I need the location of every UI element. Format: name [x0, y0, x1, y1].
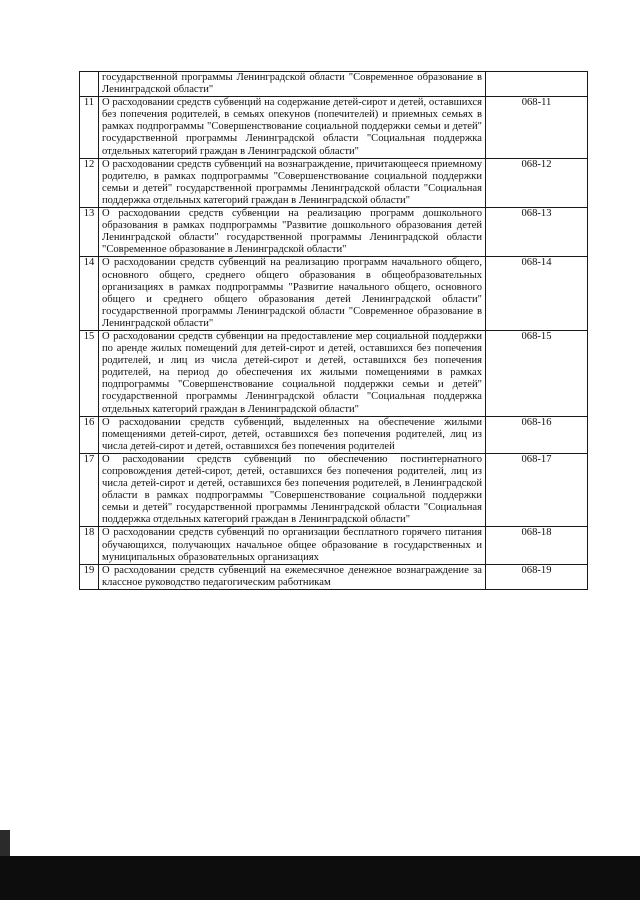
row-number: 13 — [80, 208, 99, 257]
row-description: О расходовании средств субвенций на содержание детей-сирот и детей, оставшихся без попечения родителей, в семьях опекунов (попечителей) и приемных семьях в рамках подпрограммы "Совершенствование социальной поддержки семьи и детей" государственной программы Ленинградской области "Социальная поддержка отдельных категорий граждан в Ленинградской области" — [99, 97, 486, 158]
table-row — [80, 208, 588, 257]
row-number: 17 — [80, 453, 99, 527]
table-row — [80, 158, 588, 207]
reports-table — [79, 71, 588, 590]
row-description: О расходовании средств субвенций на ежемесячное денежное вознаграждение за классное руководство педагогическим работникам — [99, 564, 486, 589]
row-code: 068-16 — [486, 416, 588, 453]
row-description: О расходовании средств субвенций по обеспечению постинтернатного сопровождения детей-сирот, детей, оставшихся без попечения родителей, лиц из числа детей-сирот и детей, оставшихся без попечения родителей, в Ленинградской области в рамках подпрограммы "Совершенствование социальной поддержки семьи и детей" государственной программы Ленинградской области "Социальная поддержка отдельных категорий граждан в Ленинградской области" — [99, 453, 486, 527]
row-code: 068-15 — [486, 330, 588, 416]
row-code: 068-13 — [486, 208, 588, 257]
row-code: 068-11 — [486, 97, 588, 158]
row-number: 11 — [80, 97, 99, 158]
scan-edge-mark — [0, 830, 10, 856]
row-code: 068-19 — [486, 564, 588, 589]
row-code: 068-18 — [486, 527, 588, 564]
table-row — [80, 330, 588, 416]
row-number — [80, 72, 99, 97]
row-description: государственной программы Ленинградской области "Современное образование в Ленинградской области" — [99, 72, 486, 97]
row-description: О расходовании средств субвенции на реализацию программ дошкольного образования в рамках подпрограммы "Развитие дошкольного образования детей Ленинградской области" государственной программы Ленинградской области "Современное образование в Ленинградской области" — [99, 208, 486, 257]
table-row — [80, 72, 588, 97]
row-number: 19 — [80, 564, 99, 589]
row-number: 14 — [80, 257, 99, 331]
row-code — [486, 72, 588, 97]
table-row — [80, 257, 588, 331]
table-row — [80, 97, 588, 158]
row-description: О расходовании средств субвенций на вознаграждение, причитающееся приемному родителю, в рамках подпрограммы "Совершенствование социальной поддержки семьи и детей" государственной программы Ленинградской области "Социальная поддержка отдельных категорий граждан в Ленинградской области" — [99, 158, 486, 207]
row-number: 15 — [80, 330, 99, 416]
row-number: 12 — [80, 158, 99, 207]
row-code: 068-14 — [486, 257, 588, 331]
row-number: 16 — [80, 416, 99, 453]
row-description: О расходовании средств субвенций, выделенных на обеспечение жилыми помещениями детей-сирот, детей, оставшихся без попечения родителей, лиц из числа детей-сирот и детей, оставшихся без попечения родителей — [99, 416, 486, 453]
row-description: О расходовании средств субвенций по организации бесплатного горячего питания обучающихся, получающих начальное общее образование в государственных и муниципальных образовательных организациях — [99, 527, 486, 564]
row-number: 18 — [80, 527, 99, 564]
table-row — [80, 416, 588, 453]
table-row — [80, 527, 588, 564]
row-code: 068-17 — [486, 453, 588, 527]
scan-bottom-border — [0, 856, 640, 900]
table-row — [80, 453, 588, 527]
row-code: 068-12 — [486, 158, 588, 207]
row-description: О расходовании средств субвенции на предоставление мер социальной поддержки по аренде жилых помещений для детей-сирот и детей, оставшихся без попечения родителей, и лиц из числа детей-сирот и детей, оставшихся без попечения родителей, на период до обеспечения их жилыми помещениями в рамках подпрограммы "Совершенствование социальной поддержки семьи и детей" государственной программы Ленинградской области "Социальная поддержка отдельных категорий граждан в Ленинградской области" — [99, 330, 486, 416]
row-description: О расходовании средств субвенций на реализацию программ начального общего, основного общего, среднего общего образования в общеобразовательных организациях в рамках подпрограммы "Развитие начального общего, основного общего и среднего общего образования детей Ленинградской области" государственной программы Ленинградской области "Современное образование в Ленинградской области" — [99, 257, 486, 331]
table-row — [80, 564, 588, 589]
